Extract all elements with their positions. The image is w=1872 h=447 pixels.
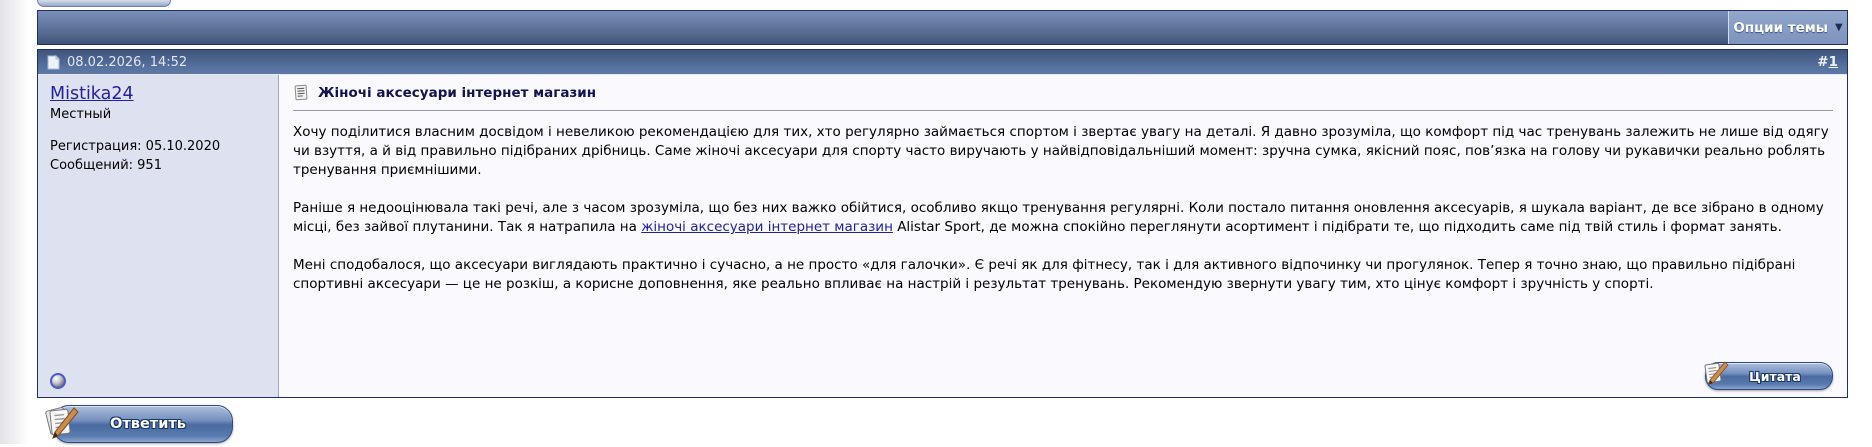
post-header-row — [38, 50, 1847, 75]
quote-button-label: Цитата — [1749, 369, 1801, 384]
toolbar-gradient-bar — [38, 11, 1728, 44]
thread-options-label: Опции темы — [1733, 20, 1828, 36]
post-paragraph: Мені сподобалося, що аксесуари виглядають практично і сучасно, а не просто «для галочки». Є речі як для фітнесу, так і для активного відпочинку чи прогулянок. Тепер я точно знаю, що правильно підібрані спортивні аксесуари — це не розкіш, а корисне доповнення, яке реально впливає на настрій і результат тренувань. Рекомендую звернути увагу тим, хто цінує комфорт і зручність у спорті. — [293, 256, 1833, 294]
user-post-count: Сообщений: 951 — [50, 157, 266, 176]
user-meta — [50, 138, 266, 176]
user-rank-label: Местный — [50, 107, 266, 122]
post-paragraph: Хочу поділитися власним досвідом і невеликою рекомендацією для тих, хто регулярно займається спортом і звертає увагу на деталі. Я давно зрозуміла, що комфорт під час тренувань залежить не лише від одягу чи взуття, а й від правильно підібраних дрібниць. Саме жіночі аксесуари для спорту часто виручають у найвідповідальніший момент: зручна сумка, якісний пояс, пов’язка на голову чи рукавички реально роблять тренування приємнішими. — [293, 123, 1833, 180]
page-left-margin — [0, 0, 28, 444]
post-paragraph — [293, 199, 1833, 237]
username-link[interactable]: Mistika24 — [50, 84, 134, 104]
reply-pencil-icon — [38, 401, 84, 447]
paragraph-text: Раніше я недооцінювала такі речі, але з часом зрозуміла, що без них важко обійтися, особливо якщо тренування регулярні. Коли постало питання оновлення аксесуарів, я шукала варіант, де все зібрано в одному місці, без зайвої плутанини. Так я натрапила на — [293, 200, 1824, 235]
user-registration: Регистрация: 05.10.2020 — [50, 138, 266, 157]
reply-button-label: Ответить — [110, 416, 186, 432]
quote-button[interactable] — [1705, 362, 1833, 390]
post-text — [293, 123, 1833, 313]
thread-options-button[interactable] — [1728, 11, 1847, 44]
post-date: 08.02.2026, 14:52 — [67, 55, 187, 70]
title-divider — [293, 110, 1833, 111]
reply-button[interactable] — [53, 405, 233, 443]
post-title: Жіночі аксесуари інтернет магазин — [318, 85, 596, 101]
inline-shop-link[interactable]: жіночі аксесуари інтернет магазин — [641, 219, 893, 235]
post-table — [37, 49, 1848, 398]
thread-toolbar — [37, 10, 1848, 45]
post-number-prefix: # — [1817, 54, 1828, 70]
document-icon — [47, 55, 60, 70]
post-body-row — [38, 75, 1847, 397]
user-info-panel — [38, 75, 279, 397]
reply-button-partial[interactable] — [37, 0, 171, 7]
post-note-icon — [293, 84, 310, 101]
post-number-link[interactable]: 1 — [1829, 54, 1838, 70]
post-content-panel — [279, 75, 1847, 397]
quote-pencil-icon — [1698, 357, 1732, 391]
post-number — [1817, 54, 1838, 70]
forum-thread-view — [37, 0, 1848, 443]
status-offline-orb-icon — [50, 373, 66, 389]
paragraph-text: Alistar Sport, де можна спокійно переглянути асортимент і підібрати те, що підходить саме під твій стиль і формат занять. — [893, 219, 1782, 235]
chevron-down-icon: ▼ — [1835, 23, 1843, 33]
post-title-row — [293, 84, 1833, 101]
